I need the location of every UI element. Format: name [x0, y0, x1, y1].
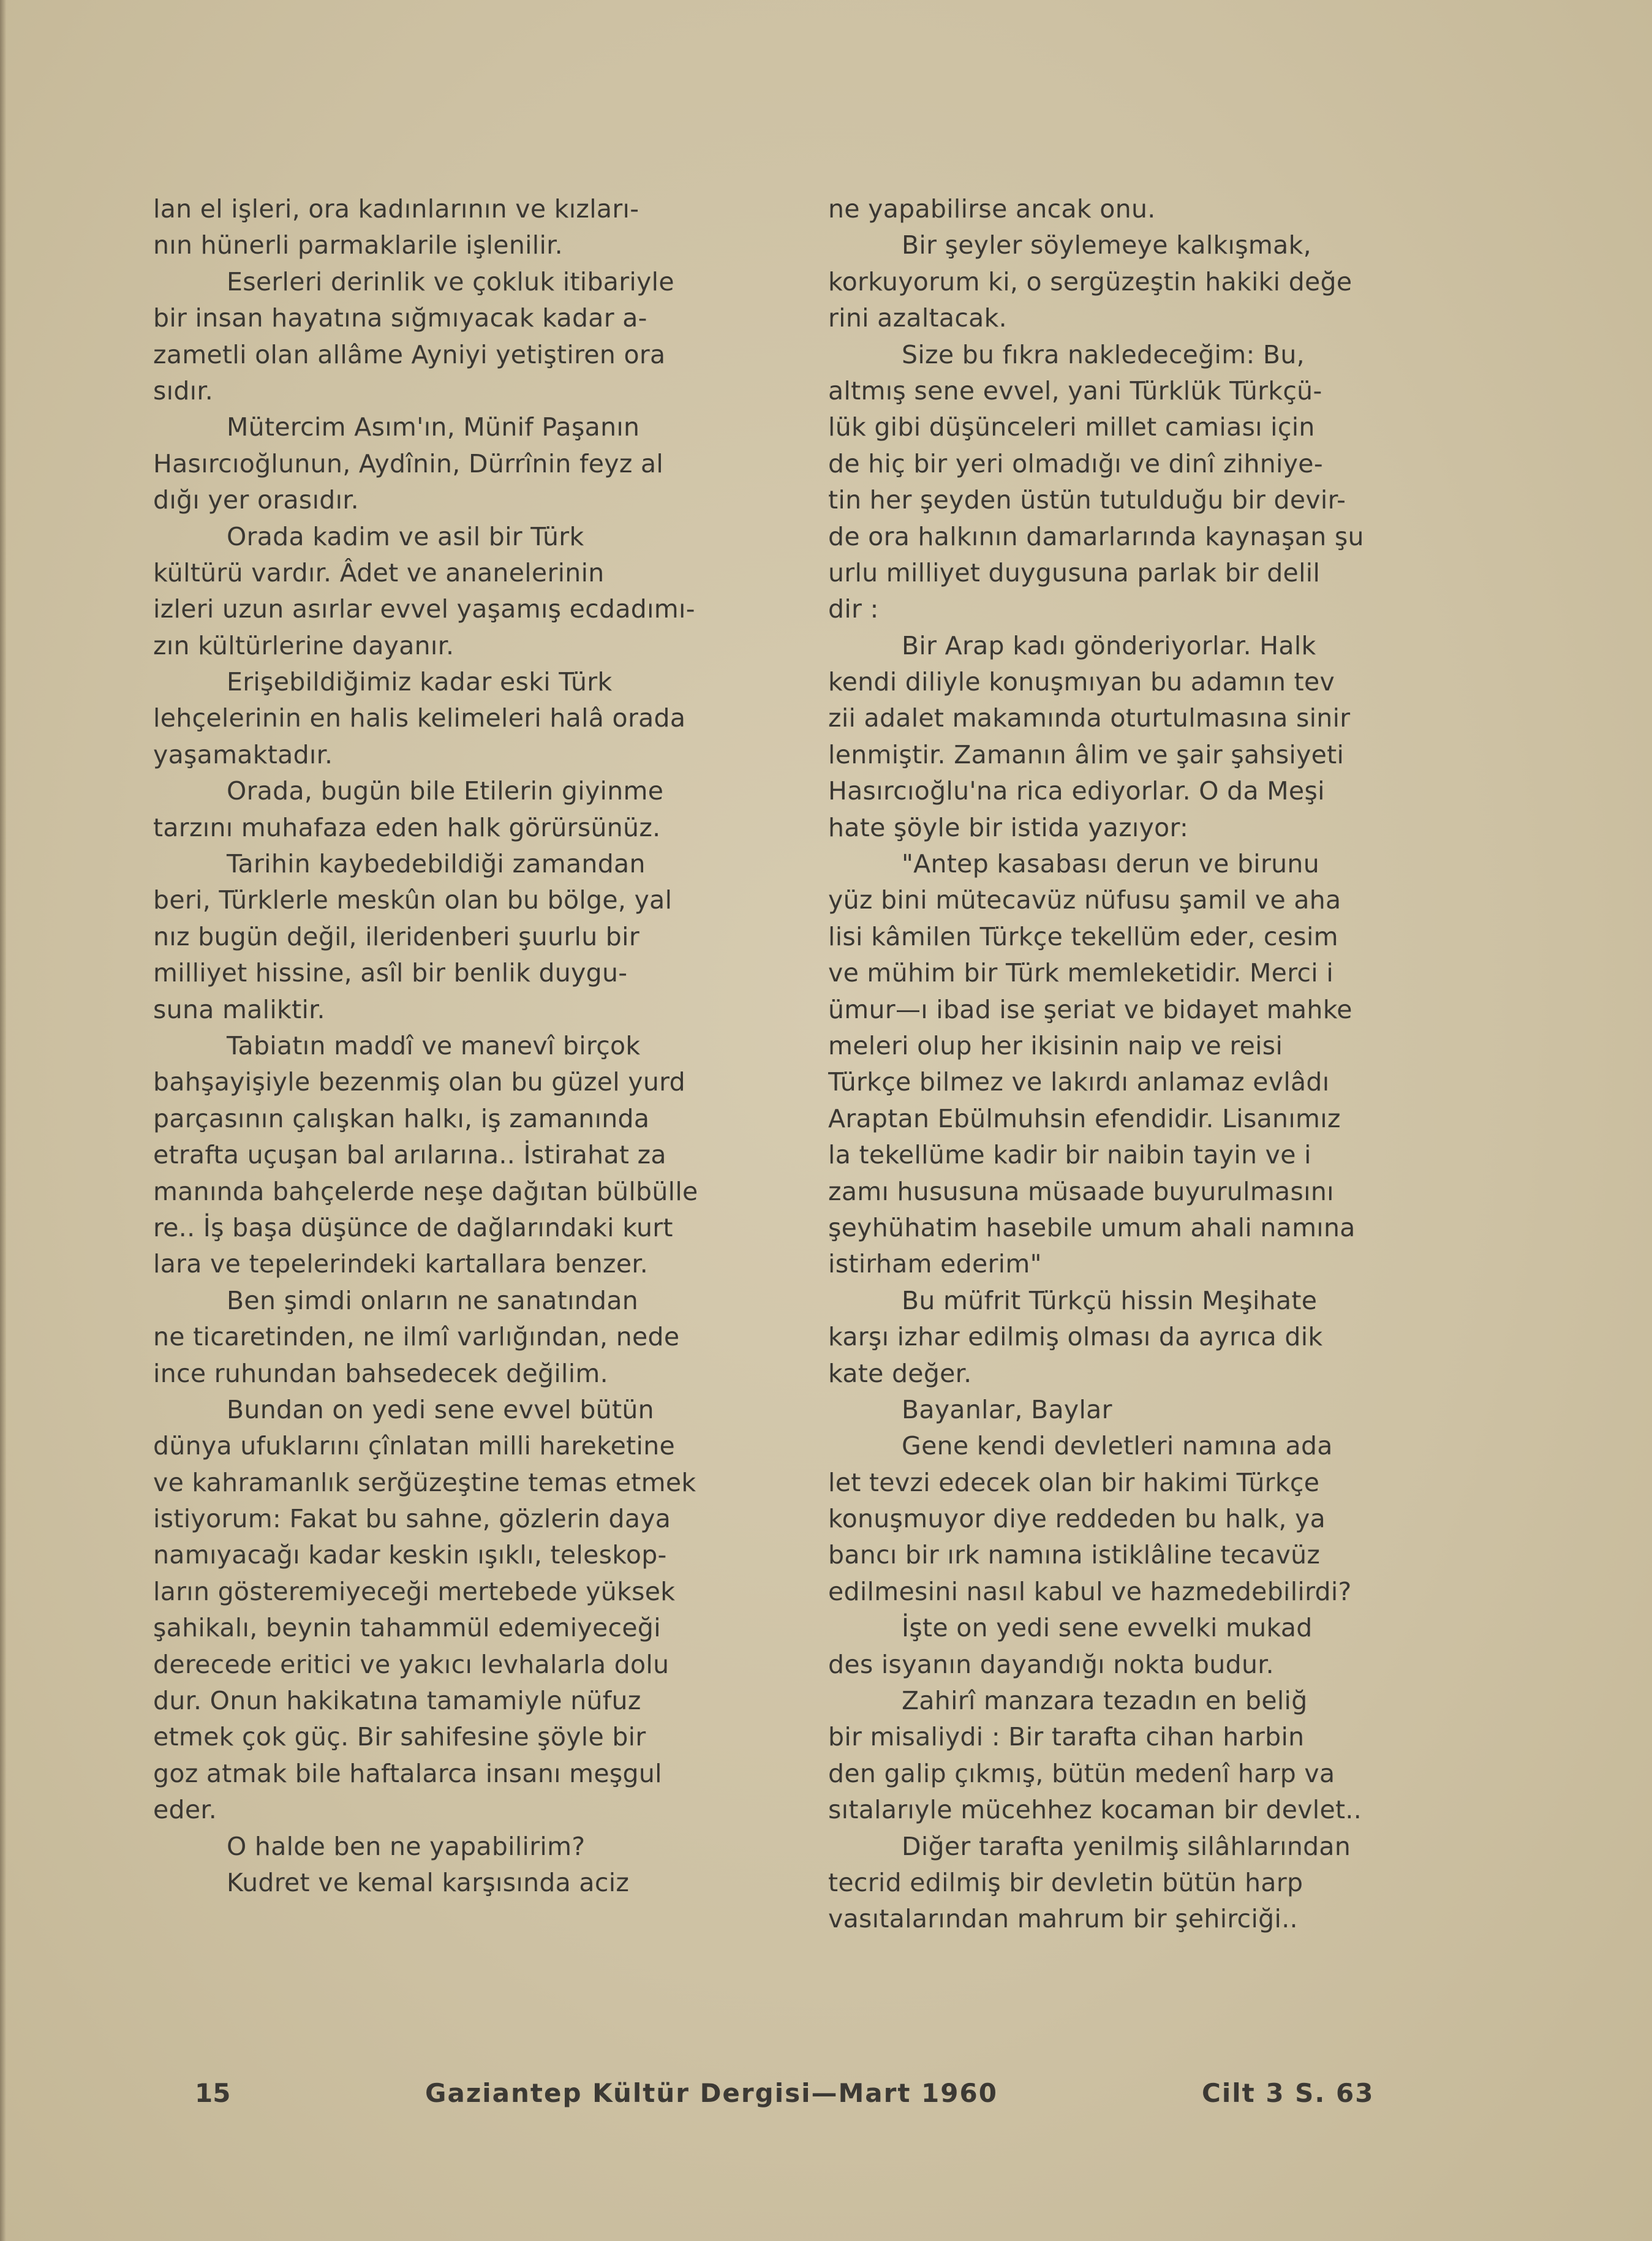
text-line: nız bugün değil, ileridenberi şuurlu bir [153, 921, 639, 951]
text-line: Eserleri derinlik ve çokluk itibariyle [227, 266, 674, 297]
text-line: Bir şeyler söylemeye kalkışmak, [902, 230, 1311, 260]
text-line: Bundan on yedi sene evvel bütün [227, 1394, 654, 1424]
text-line: des isyanın dayandığı nokta budur. [828, 1649, 1274, 1679]
text-line: Gene kendi devletleri namına ada [902, 1431, 1333, 1461]
text-line: bahşayişiyle bezenmiş olan bu güzel yurd [153, 1067, 685, 1097]
journal-title: Gaziantep Kültür Dergisi—Mart 1960 [425, 2078, 998, 2108]
text-line: lan el işleri, ora kadınlarının ve kızları- [153, 194, 639, 224]
text-line: parçasının çalışkan halkı, iş zamanında [153, 1103, 650, 1133]
text-line: şahikalı, beynin tahammül edemiyeceği [153, 1613, 661, 1643]
text-line: ince ruhundan bahsedecek değilim. [153, 1358, 608, 1388]
text-line: Bayanlar, Baylar [902, 1394, 1112, 1424]
text-line: namıyacağı kadar keskin ışıklı, teleskop- [153, 1540, 667, 1570]
text-line: ne yapabilirse ancak onu. [828, 194, 1156, 224]
page-number: 15 [195, 2078, 231, 2108]
text-line: Hasırcıoğlu'na rica ediyorlar. O da Meşi [828, 776, 1325, 806]
text-line: den galip çıkmış, bütün medenî harp va [828, 1758, 1335, 1788]
text-line: konuşmuyor diye reddeden bu halk, ya [828, 1504, 1326, 1534]
text-line: re.. İş başa düşünce de dağlarındaki kurt [153, 1212, 673, 1242]
text-line: Bir Arap kadı gönderiyorlar. Halk [902, 630, 1316, 660]
text-line: Tarihin kaybedebildiği zamandan [227, 849, 646, 879]
text-line: etmek çok güç. Bir sahifesine şöyle bir [153, 1722, 646, 1752]
left-text-column [153, 191, 790, 1901]
page-footer [0, 2078, 1652, 2121]
text-line: ümur—ı ibad ise şeriat ve bidayet mahke [828, 994, 1352, 1024]
text-line: lara ve tepelerindeki kartallara benzer. [153, 1249, 649, 1279]
text-line: de hiç bir yeri olmadığı ve dinî zihniye- [828, 448, 1323, 478]
text-line: O halde ben ne yapabilirim? [227, 1831, 586, 1861]
text-line: Orada, bugün bile Etilerin giyinme [227, 776, 664, 806]
text-line: yüz bini mütecavüz nüfusu şamil ve aha [828, 885, 1341, 915]
text-line: beri, Türklerle meskûn olan bu bölge, yal [153, 885, 673, 915]
text-line: "Antep kasabası derun ve birunu [902, 849, 1319, 879]
text-line: Tabiatın maddî ve manevî birçok [227, 1030, 641, 1060]
text-line: sıtalarıyle mücehhez kocaman bir devlet.. [828, 1795, 1362, 1825]
text-line: milliyet hissine, asîl bir benlik duygu- [153, 958, 628, 988]
text-line: etrafta uçuşan bal arılarına.. İstirahat za [153, 1140, 666, 1170]
text-line: lehçelerinin en halis kelimeleri halâ orada [153, 703, 686, 733]
text-line: Zahirî manzara tezadın en beliğ [902, 1686, 1308, 1716]
text-line: rini azaltacak. [828, 303, 1007, 333]
text-line: zamı hususuna müsaade buyurulmasını [828, 1176, 1334, 1206]
text-line: zametli olan allâme Ayniyi yetiştiren ora [153, 339, 666, 369]
text-line: Ben şimdi onların ne sanatından [227, 1285, 639, 1315]
text-line: Erişebildiğimiz kadar eski Türk [227, 667, 613, 697]
text-line: ve mühim bir Türk memleketidir. Merci i [828, 958, 1334, 988]
text-line: altmış sene evvel, yani Türklük Türkçü- [828, 376, 1322, 406]
text-line: Bu müfrit Türkçü hissin Meşihate [902, 1285, 1318, 1315]
text-line: kültürü vardır. Âdet ve ananelerinin [153, 557, 605, 588]
text-line: zın kültürlerine dayanır. [153, 630, 454, 660]
text-line: Türkçe bilmez ve lakırdı anlamaz evlâdı [828, 1067, 1330, 1097]
text-line: zii adalet makamında oturtulmasına sinir [828, 703, 1351, 733]
text-line: edilmesini nasıl kabul ve hazmedebilirdi? [828, 1576, 1352, 1606]
text-line: kate değer. [828, 1358, 972, 1388]
text-line: Size bu fıkra nakledeceğim: Bu, [902, 339, 1305, 369]
text-line: ve kahramanlık serğüzeştine temas etmek [153, 1467, 696, 1497]
text-line: Mütercim Asım'ın, Münif Paşanın [227, 412, 640, 442]
text-line: dığı yer orasıdır. [153, 485, 360, 515]
text-line: lenmiştir. Zamanın âlim ve şair şahsiyeti [828, 739, 1345, 769]
text-line: Kudret ve kemal karşısında aciz [227, 1867, 630, 1897]
page-edge-shadow [0, 0, 6, 2241]
text-line: dünya ufuklarını çînlatan milli hareketine [153, 1431, 675, 1461]
text-line: goz atmak bile haftalarca insanı meşgul [153, 1758, 662, 1788]
text-line: ne ticaretinden, ne ilmî varlığından, nede [153, 1322, 680, 1352]
text-line: Orada kadim ve asil bir Türk [227, 521, 584, 551]
text-line: istirham ederim" [828, 1249, 1042, 1279]
text-line: bir misaliydi : Bir tarafta cihan harbin [828, 1722, 1305, 1752]
text-line: hate şöyle bir istida yazıyor: [828, 812, 1189, 842]
text-line: suna maliktir. [153, 994, 325, 1024]
text-line: tarzını muhafaza eden halk görürsünüz. [153, 812, 661, 842]
text-line: tecrid edilmiş bir devletin bütün harp [828, 1867, 1303, 1897]
text-line: korkuyorum ki, o sergüzeştin hakiki değe [828, 266, 1352, 297]
text-line: yaşamaktadır. [153, 739, 333, 769]
right-text-column [828, 191, 1465, 1938]
text-line: meleri olup her ikisinin naip ve reisi [828, 1030, 1283, 1060]
text-line: bancı bir ırk namına istiklâline tecavüz [828, 1540, 1321, 1570]
text-line: dur. Onun hakikatına tamamiyle nüfuz [153, 1686, 641, 1716]
text-line: sıdır. [153, 376, 214, 406]
text-line: tin her şeyden üstün tutulduğu bir devir- [828, 485, 1346, 515]
issue-info: Cilt 3 S. 63 [1202, 2078, 1375, 2108]
text-line: İşte on yedi sene evvelki mukad [902, 1613, 1313, 1643]
text-line: nın hünerli parmaklarile işlenilir. [153, 230, 563, 260]
text-line: Diğer tarafta yenilmiş silâhlarından [902, 1831, 1351, 1861]
text-line: Araptan Ebülmuhsin efendidir. Lisanımız [828, 1103, 1341, 1133]
text-line: karşı izhar edilmiş olması da ayrıca dik [828, 1322, 1323, 1352]
text-line: bir insan hayatına sığmıyacak kadar a- [153, 303, 647, 333]
text-line: eder. [153, 1795, 217, 1825]
text-line: istiyorum: Fakat bu sahne, gözlerin daya [153, 1504, 671, 1534]
text-line: izleri uzun asırlar evvel yaşamış ecdadımı- [153, 594, 695, 624]
text-line: let tevzi edecek olan bir hakimi Türkçe [828, 1467, 1320, 1497]
text-line: vasıtalarından mahrum bir şehirciği.. [828, 1904, 1298, 1934]
text-line: lisi kâmilen Türkçe tekellüm eder, cesim [828, 921, 1338, 951]
text-line: şeyhühatim hasebile umum ahali namına [828, 1212, 1356, 1242]
text-line: lük gibi düşünceleri millet camiası için [828, 412, 1315, 442]
text-line: derecede eritici ve yakıcı levhalarla dolu [153, 1649, 669, 1679]
text-line: urlu milliyet duygusuna parlak bir delil [828, 557, 1321, 588]
text-line: la tekellüme kadir bir naibin tayin ve i [828, 1140, 1311, 1170]
text-line: kendi diliyle konuşmıyan bu adamın tev [828, 667, 1335, 697]
text-line: ların gösteremiyeceği mertebede yüksek [153, 1576, 676, 1606]
text-line: Hasırcıoğlunun, Aydînin, Dürrînin feyz al [153, 448, 664, 478]
text-line: dir : [828, 594, 879, 624]
text-line: de ora halkının damarlarında kaynaşan şu [828, 521, 1364, 551]
text-line: manında bahçelerde neşe dağıtan bülbülle [153, 1176, 698, 1206]
